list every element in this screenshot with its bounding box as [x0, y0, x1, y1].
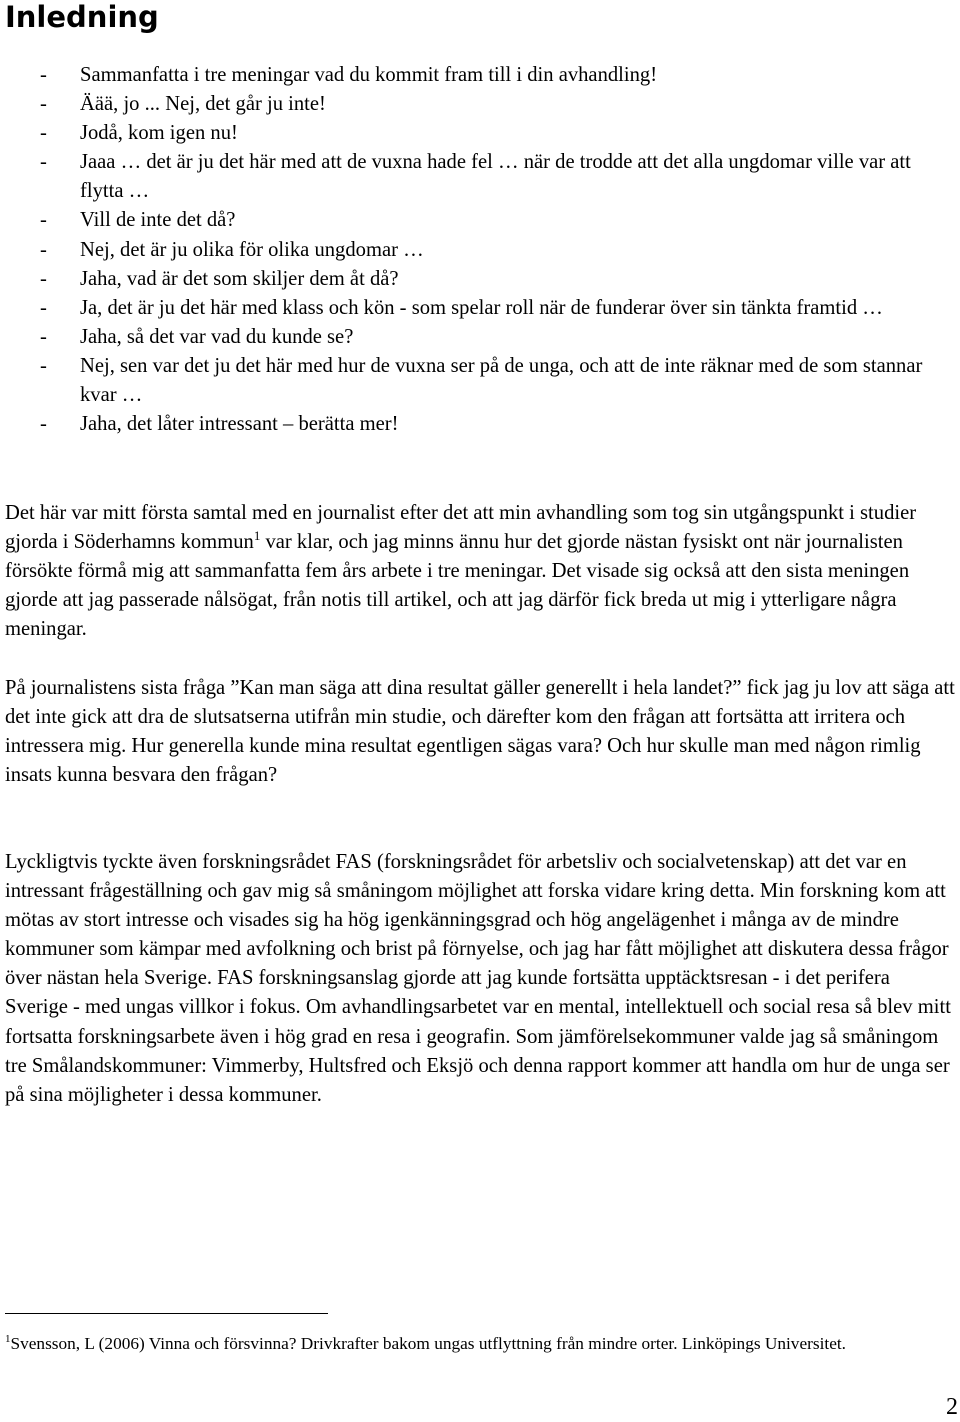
dialogue-text: Jodå, kom igen nu!	[80, 122, 238, 145]
dialogue-line	[0, 148, 960, 206]
dialogue-text: Jaaa … det är ju det här med att de vuxna hade fel … när de trodde att det alla ungdomar ville var att flytta …	[80, 151, 911, 203]
dialogue-text: Nej, sen var det ju det här med hur de vuxna ser på de unga, och att de inte räknar med de som stannar kvar …	[80, 354, 923, 407]
dialogue-line	[0, 90, 960, 119]
footnote-text: Svensson, L (2006) Vinna och försvinna? Drivkrafter bakom ungas utflyttning från mindre orter. Linköpings Universitet.	[10, 1334, 846, 1353]
dialogue-dash: -	[40, 209, 47, 232]
dialogue-text: Ja, det är ju det här med klass och kön - som spelar roll när de funderar över sin tänkta framtid …	[80, 296, 883, 319]
paragraph-text: var klar, och jag minns ännu hur det gjorde nästan fysiskt ont när journalisten försökte förmå mig att sammanfatta fem års arbete i tre meningar. Det visade sig också att den sista meningen gjorde att jag passerade nålsögat, från notis till artikel, och att jag därför fick breda ut mig i ytterligare några meningar.	[5, 531, 910, 641]
dialogue-dash: -	[40, 151, 47, 174]
dialogue-dash: -	[40, 413, 47, 436]
dialogue-text: Nej, det är ju olika för olika ungdomar …	[80, 238, 424, 261]
dialogue-dash: -	[40, 93, 47, 116]
section-heading: Inledning	[5, 0, 159, 34]
dialogue-line	[0, 206, 960, 235]
dialogue-line	[0, 294, 960, 323]
dialogue-text: Jaha, det låter intressant – berätta mer!	[80, 413, 399, 436]
dialogue-text: Jaha, så det var vad du kunde se?	[80, 325, 354, 348]
dialogue-line	[0, 323, 960, 352]
dialogue-text: Äää, jo ... Nej, det går ju inte!	[80, 93, 326, 116]
dialogue-dash: -	[40, 267, 47, 290]
dialogue-dash: -	[40, 122, 47, 145]
paragraph-text: Det här var mitt första samtal med en journalist efter det att min avhandling som tog sin utgångspunkt i studier gjorda i Söderhamns kommun	[5, 502, 917, 554]
dialogue-dash: -	[40, 296, 47, 319]
body-paragraph-1	[5, 499, 955, 644]
dialogue-list	[0, 61, 960, 439]
dialogue-text: Vill de inte det då?	[80, 209, 236, 232]
page-number: 2	[946, 1394, 958, 1420]
dialogue-dash: -	[40, 238, 47, 261]
footnote-reference[interactable]: 1	[253, 528, 261, 544]
dialogue-line	[0, 410, 960, 439]
footnote	[5, 1331, 945, 1356]
dialogue-line	[0, 236, 960, 265]
dialogue-text: Jaha, vad är det som skiljer dem åt då?	[80, 267, 399, 290]
body-paragraph-2: På journalistens sista fråga ”Kan man säga att dina resultat gäller generellt i hela landet?” fick jag ju lov att säga att det inte gick att dra de slutsatserna utifrån min studie, och därefter kom den frågan att fortsätta att irritera och intressera mig. Hur generella kunde mina resultat egentligen sägas vara? Och hur skulle man med någon rimlig insats kunna besvara den frågan?	[5, 677, 955, 787]
dialogue-text: Sammanfatta i tre meningar vad du kommit fram till i din avhandling!	[80, 64, 658, 86]
footnote-divider	[5, 1313, 328, 1314]
body-paragraph-3: Lyckligtvis tyckte även forskningsrådet FAS (forskningsrådet för arbetsliv och socialvetenskap) att det var en intressant frågeställning och gav mig så småningom möjlighet att forska vidare kring detta. Min forskning kom att mötas av stort intresse och visades sig ha hög igenkänningsgrad och hög angelägenhet i många av de mindre kommuner som kämpar med avfolkning och brist på förnyelse, och jag har fått möjlighet att diskutera dessa frågor över nästan hela Sverige. FAS forskningsanslag gjorde att jag kunde fortsätta upptäcktsresan - i det perifera Sverige - med ungas villkor i fokus. Om avhandlingsarbetet var en mental, intellektuell och social resa så blev mitt fortsatta forskningsarbete även i hög grad en resa i geografin. Som jämförelsekommuner valde jag så småningom tre Smålandskommuner: Vimmerby, Hultsfred och Eksjö och denna rapport kommer att handla om hur de unga ser på sina möjligheter i dessa kommuner.	[5, 851, 951, 1106]
dialogue-dash: -	[40, 64, 47, 86]
dialogue-dash: -	[40, 325, 47, 348]
dialogue-line	[0, 61, 960, 90]
dialogue-line	[0, 265, 960, 294]
dialogue-line	[0, 119, 960, 148]
dialogue-line	[0, 352, 960, 410]
dialogue-dash: -	[40, 354, 47, 377]
footnote-marker: 1	[5, 1333, 11, 1345]
